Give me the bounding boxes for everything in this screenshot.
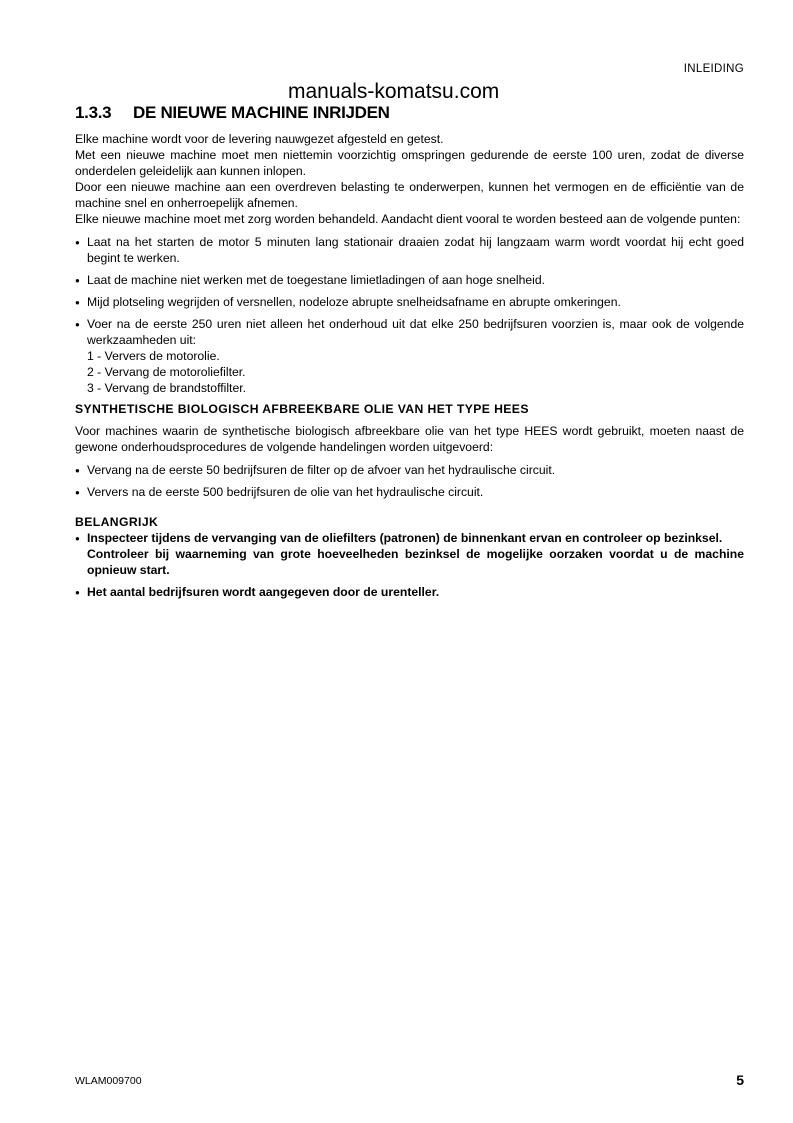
bullet-item: ● Inspecteer tijdens de vervanging van de oliefilters (patronen) de binnenkant ervan en controleer op bezinksel. Controleer bij waarneming van grote hoeveelheden bezinksel de mogelijke oorzaken voordat u de machine opnieuw start. [75, 530, 744, 578]
task-item: 3 - Vervang de brandstoffilter. [87, 381, 246, 395]
important-heading: BELANGRIJK [75, 515, 159, 529]
hees-heading: SYNTHETISCHE BIOLOGISCH AFBREEKBARE OLIE VAN HET TYPE HEES [75, 402, 529, 416]
task-item: 2 - Vervang de motoroliefilter. [87, 365, 246, 379]
section-title [75, 103, 390, 123]
main-content [75, 131, 744, 600]
header-section-label: INLEIDING [683, 63, 744, 75]
intro-paragraph: Elke nieuwe machine moet met zorg worden behandeld. Aandacht dient vooral te worden besteed aan de volgende punten: [75, 212, 741, 226]
footer-doc-code: WLAM009700 [75, 1075, 142, 1087]
bullet-item: ● Vervang na de eerste 50 bedrijfsuren de filter op de afvoer van het hydraulische circuit. [75, 462, 744, 478]
watermark-text: manuals-komatsu.com [288, 80, 500, 103]
hees-list [75, 462, 744, 500]
task-item: 1 - Ververs de motorolie. [87, 349, 220, 363]
bullet-item: ● Laat de machine niet werken met de toegestane limietladingen of aan hoge snelheid. [75, 272, 744, 288]
intro-paragraph: Met een nieuwe machine moet men niettemin voorzichtig omspringen gedurende de eerste 100 uren, zodat de diverse onderdelen geleidelijk aan kunnen inlopen. [75, 148, 744, 178]
section-number: 1.3.3 [75, 103, 112, 122]
important-list [75, 530, 744, 600]
bullet-item: ● Laat na het starten de motor 5 minuten lang stationair draaien zodat hij langzaam warm wordt voordat hij echt goed begint te werken. [75, 234, 744, 266]
bullet-item: ● Het aantal bedrijfsuren wordt aangegeven door de urenteller. [75, 584, 744, 600]
intro-paragraph: Elke machine wordt voor de levering nauwgezet afgesteld en getest. [75, 132, 444, 146]
bullet-item: ● Ververs na de eerste 500 bedrijfsuren de olie van het hydraulische circuit. [75, 484, 744, 500]
bullet-item: ● Mijd plotseling wegrijden of versnellen, nodeloze abrupte snelheidsafname en abrupte omkeringen. [75, 294, 744, 310]
bullet-item: ● Voer na de eerste 250 uren niet alleen het onderhoud uit dat elke 250 bedrijfsuren voorzien is, maar ook de volgende werkzaamheden uit: 1 - Ververs de motorolie. 2 - Vervang de motoroliefilter. 3 - Vervang de brandstoffilter. [75, 316, 744, 396]
intro-paragraph: Door een nieuwe machine aan een overdreven belasting te onderwerpen, kunnen het vermogen en de efficiëntie van de machine snel en onherroepelijk afnemen. [75, 180, 744, 210]
section-title-text: DE NIEUWE MACHINE INRIJDEN [133, 103, 390, 122]
hees-paragraph: Voor machines waarin de synthetische biologisch afbreekbare olie van het type HEES wordt gebruikt, moeten naast de gewone onderhoudsprocedures de volgende handelingen worden uitgevoerd: [75, 424, 744, 454]
page-number: 5 [736, 1072, 744, 1088]
running-in-points-list [75, 234, 744, 396]
